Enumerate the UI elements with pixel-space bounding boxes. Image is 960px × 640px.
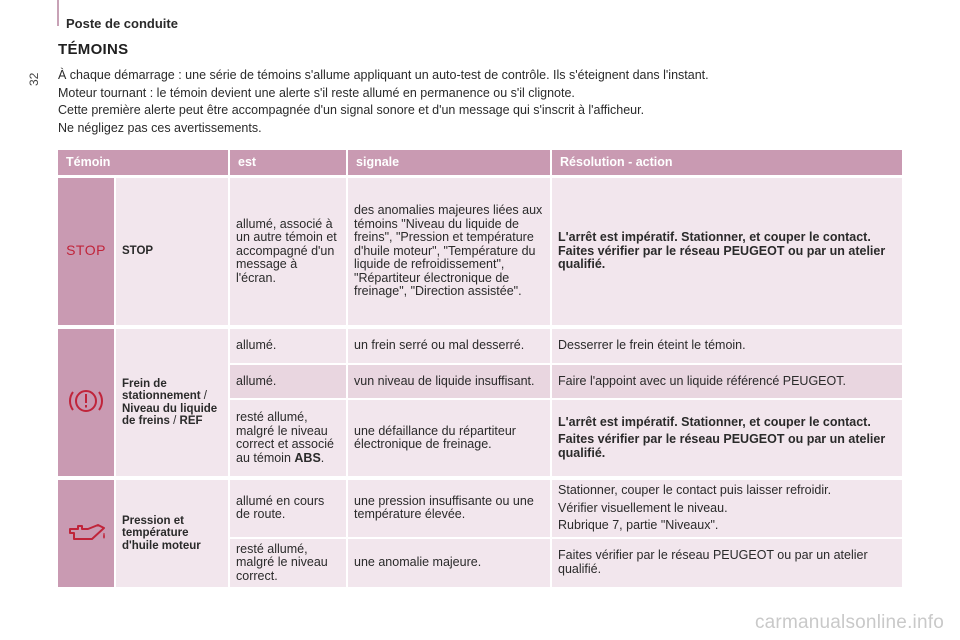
brake-warning-icon (67, 384, 105, 418)
intro-line: Cette première alerte peut être accompagnée d'un signal sonore et d'un message qui s'inscrit à l'afficheur. (58, 103, 645, 117)
stop-icon (61, 240, 111, 260)
state-cell: allumé. (230, 329, 348, 365)
witness-name: Pression et température d'huile moteur (116, 480, 230, 591)
header-accent-bar (57, 0, 59, 26)
resolution-line: Vérifier visuellement le niveau. (558, 500, 728, 515)
stop-icon-cell (58, 178, 116, 329)
resolution-cell: L'arrêt est impératif. Stationner, et couper le contact. Faites vérifier par le réseau PEUGEOT ou par un atelier qualifié. (552, 178, 902, 329)
state-cell: allumé. (230, 365, 348, 400)
abs-label: ABS (294, 450, 321, 465)
state-text: resté allumé, malgré le niveau correct et associé au témoin (236, 410, 334, 465)
signal-cell: une pression insuffisante ou une température élevée. (348, 480, 552, 539)
signal-cell: des anomalies majeures liées aux témoins "Niveau du liquide de freins", "Pression et température d'huile moteur", "Température du liquide de refroidissement", "Répartiteur électronique de freinage", "Direction assistée". (348, 178, 552, 329)
resolution-cell: Desserrer le frein éteint le témoin. (552, 329, 902, 365)
resolution-line: Faites vérifier par le réseau PEUGEOT ou par un atelier qualifié. (558, 432, 886, 460)
header-temoin: Témoin (58, 150, 230, 178)
table-row (58, 480, 902, 539)
intro-line: À chaque démarrage : une série de témoins s'allume appliquant un auto-test de contrôle. Ils s'éteignent dans l'instant. (58, 68, 709, 82)
page-number: 32 (27, 72, 41, 86)
witness-name (116, 329, 230, 480)
intro-text (58, 67, 918, 137)
brake-name-part: Niveau du liquide de freins (122, 402, 218, 427)
witness-name: STOP (116, 178, 230, 329)
signal-cell: un frein serré ou mal desserré. (348, 329, 552, 365)
resolution-cell (552, 400, 902, 480)
signal-cell: vun niveau de liquide insuffisant. (348, 365, 552, 400)
signal-cell: une anomalie majeure. (348, 539, 552, 592)
name-separator: / (169, 415, 180, 427)
oil-icon-cell (58, 480, 116, 591)
resolution-line: Stationner, couper le contact puis laisser refroidir. (558, 483, 832, 497)
resolution-cell (552, 480, 902, 539)
table-row (58, 329, 902, 365)
header-signale: signale (348, 150, 552, 178)
page-title: TÉMOINS (58, 41, 129, 58)
witness-table (58, 150, 902, 591)
brake-icon-cell (58, 329, 116, 480)
table-header-row (58, 150, 902, 178)
resolution-cell: Faire l'appoint avec un liquide référencé PEUGEOT. (552, 365, 902, 400)
intro-line: Ne négligez pas ces avertissements. (58, 120, 262, 135)
state-cell (230, 400, 348, 480)
table-row (58, 178, 902, 329)
stop-icon-text: STOP (66, 241, 106, 258)
state-cell: allumé, associé à un autre témoin et accompagné d'un message à l'écran. (230, 178, 348, 329)
oil-can-icon (64, 520, 108, 544)
brake-name-part: REF (179, 415, 203, 427)
header-resolution: Résolution - action (552, 150, 902, 178)
section-label: Poste de conduite (66, 16, 178, 31)
header-est: est (230, 150, 348, 178)
signal-cell: une défaillance du répartiteur électronique de freinage. (348, 400, 552, 480)
resolution-line: L'arrêt est impératif. Stationner, et couper le contact. (558, 414, 871, 429)
intro-line: Moteur tournant : le témoin devient une alerte s'il reste allumé en permanence ou s'il clignote. (58, 85, 575, 100)
watermark: carmanualsonline.info (754, 612, 944, 633)
resolution-line: Rubrique 7, partie "Niveaux". (558, 518, 719, 532)
name-separator: / (200, 390, 207, 402)
state-text-end: . (320, 450, 325, 465)
state-cell: allumé en cours de route. (230, 480, 348, 539)
state-cell: resté allumé, malgré le niveau correct. (230, 539, 348, 592)
brake-name-part: Frein de stationnement (122, 377, 201, 402)
resolution-cell: Faites vérifier par le réseau PEUGEOT ou par un atelier qualifié. (552, 539, 902, 592)
